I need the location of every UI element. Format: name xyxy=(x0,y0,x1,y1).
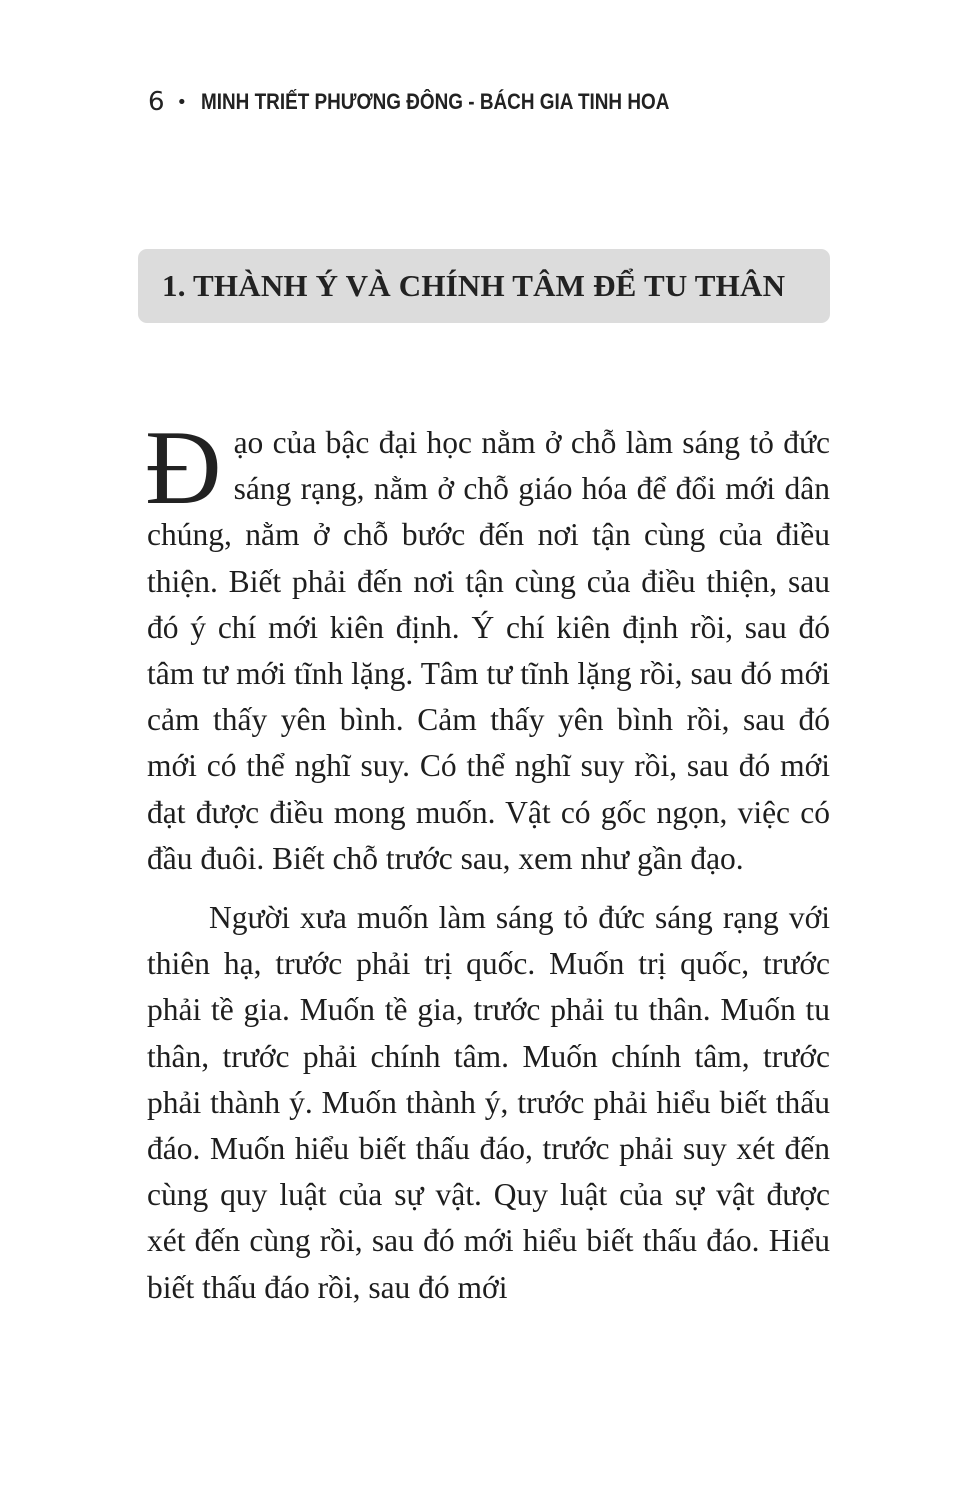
chapter-title: 1. THÀNH Ý VÀ CHÍNH TÂM ĐỂ TU THÂN xyxy=(162,268,786,303)
paragraph-line: Vật có gốc ngọn, việc có đầu đuôi. Biết chỗ trước xyxy=(147,794,830,876)
paragraph-line: điều thiện, sau đó ý chí mới kiên định. Ý chí kiên xyxy=(147,563,830,645)
paragraph-line: Người xưa muốn làm sáng tỏ đức sáng rạng xyxy=(209,900,789,936)
paragraph-line: tâm, trước phải thành ý. Muốn thành ý, trước phải xyxy=(147,1038,830,1120)
paragraph-line: sau, xem như gần đạo. xyxy=(460,840,744,876)
drop-cap: Đ xyxy=(145,409,222,526)
body-text xyxy=(145,409,831,1311)
paragraph-line: phải suy xét đến cùng quy luật của sự vật. Quy luật xyxy=(147,1131,830,1213)
paragraph-line: ạo của bậc đại học nằm ở chỗ làm sáng xyxy=(233,425,750,460)
paragraph-line: với thiên hạ, trước phải trị quốc. Muốn trị quốc, xyxy=(147,900,830,982)
paragraph-line: trước phải tề gia. Muốn tề gia, trước phải tu thân. xyxy=(147,946,830,1028)
paragraph-line: của sự vật được xét đến cùng rồi, sau đó mới hiểu xyxy=(147,1177,830,1259)
chapter-heading-box xyxy=(138,249,830,323)
paragraph-line: biết thấu đáo. Hiểu biết thấu đáo rồi, sau đó mới xyxy=(147,1223,830,1305)
paragraph-line: yên bình rồi, sau đó mới có thể nghĩ suy. Có thể xyxy=(147,702,831,784)
paragraph-line: định rồi, sau đó tâm tư mới tĩnh lặng. Tâm tư tĩnh xyxy=(147,609,831,692)
paragraph-1 xyxy=(145,409,831,882)
paragraph-line: cùng của điều thiện. Biết phải đến nơi tận cùng của xyxy=(147,517,830,599)
page-number: 6 xyxy=(148,87,165,117)
paragraph-line: hiểu biết thấu đáo. Muốn hiểu biết thấu đáo, trước xyxy=(147,1084,830,1167)
book-title: MINH TRIẾT PHƯƠNG ĐÔNG - BÁCH GIA TINH HOA xyxy=(201,89,670,114)
paragraph-line: lặng rồi, sau đó mới cảm thấy yên bình. Cảm thấy xyxy=(147,656,830,738)
paragraph-line: Muốn tu thân, trước phải chính tâm. Muốn chính xyxy=(147,992,830,1074)
paragraph-2 xyxy=(147,895,830,1311)
paragraph-line: tỏ đức sáng rạng, nằm ở chỗ giáo hóa để xyxy=(233,425,830,507)
running-header xyxy=(148,84,848,120)
paragraph-line: đổi mới dân chúng, nằm ở chỗ bước đến nơi tận xyxy=(147,471,830,553)
bullet-separator: • xyxy=(176,91,188,113)
paragraph-line: nghĩ suy rồi, sau đó mới đạt được điều mong muốn. xyxy=(147,748,830,830)
